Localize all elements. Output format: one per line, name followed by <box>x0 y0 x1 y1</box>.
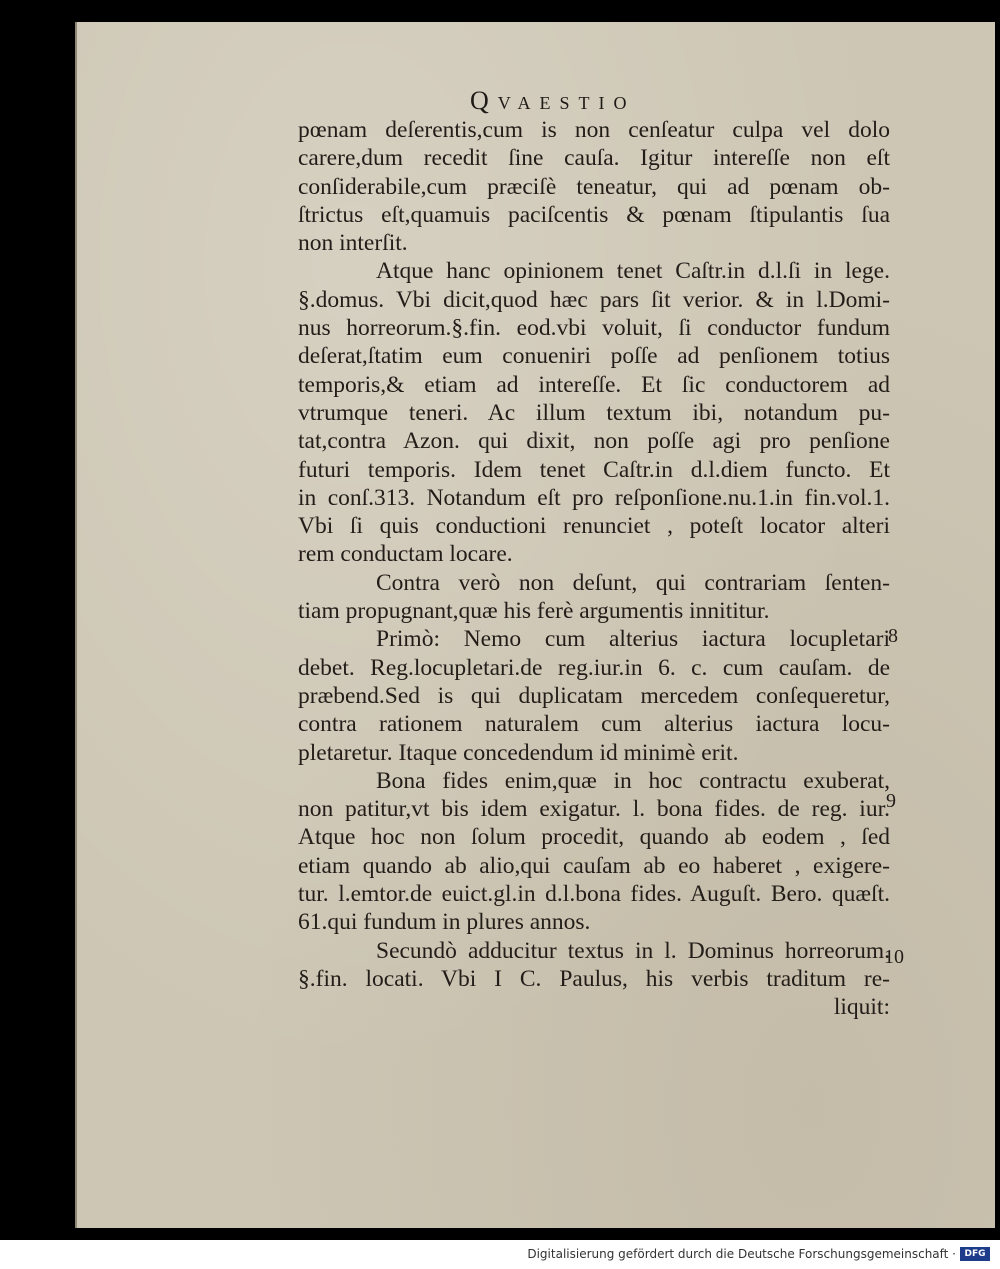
text-line: vtrumque teneri. Ac illum textum ibi, notandum pu- <box>298 399 890 426</box>
body-text <box>298 116 890 1022</box>
text-line: carere,dum recedit ſine cauſa. Igitur intereſſe non eſt <box>298 145 890 172</box>
text-line: temporis,& etiam ad intereſſe. Et ſic conductorem ad <box>298 371 890 398</box>
text-line: pœnam deſerentis,cum is non cenſeatur culpa vel dolo <box>298 117 890 143</box>
margin-note-number: 9 <box>886 790 896 812</box>
funding-notice: Digitalisierung gefördert durch die Deutsche Forschungsgemeinschaft · <box>527 1247 956 1261</box>
text-line: tat,contra Azon. qui dixit, non poſſe agi pro penſione <box>298 428 890 455</box>
text-line: Contra verò non deſunt, qui contrariam ſenten- <box>376 569 890 596</box>
text-line: futuri temporis. Idem tenet Caſtr.in d.l.diem functo. Et <box>298 456 890 483</box>
text-line: Primò: Nemo cum alterius iactura locupletari <box>376 626 890 653</box>
text-line: non interſit. <box>298 230 408 257</box>
text-line: Atque hanc opinionem tenet Caſtr.in d.l.ſi in lege. <box>376 258 890 285</box>
dfg-logo: DFG <box>960 1247 990 1261</box>
text-line: in conſ.313. Notandum eſt pro reſponſione.nu.1.in fin.vol.1. <box>298 484 890 511</box>
text-line: 61.qui fundum in plures annos. <box>298 909 591 936</box>
text-line: §.fin. locati. Vbi I C. Paulus, his verbis traditum re- <box>298 965 890 992</box>
text-line: conſiderabile,cum præciſè teneatur, qui ad pœnam ob- <box>298 173 890 200</box>
footer-bar <box>0 1240 1000 1269</box>
catchword: liquit: <box>833 994 890 1021</box>
text-line: Bona fides enim,quæ in hoc contractu exuberat, <box>376 767 890 794</box>
text-line: præbend.Sed is qui duplicatam mercedem conſequeretur, <box>298 682 890 709</box>
text-line: Vbi ſi quis conductioni renunciet , poteſt locator alteri <box>298 513 890 540</box>
margin-note-number: 8 <box>888 625 898 647</box>
text-line: etiam quando ab alio,qui cauſam ab eo haberet , exigere- <box>298 852 890 879</box>
text-line: Secundò adducitur textus in l. Dominus horreorum. <box>376 937 890 964</box>
text-line: ſtrictus eſt,quamuis paciſcentis & pœnam ſtipulantis ſua <box>298 201 890 228</box>
margin-note-number: 10 <box>884 946 904 968</box>
text-line: tur. l.emtor.de euict.gl.in d.l.bona fides. Auguſt. Bero. quæſt. <box>298 881 890 908</box>
text-line: non patitur,vt bis idem exigatur. l. bona fides. de reg. iur. <box>298 796 890 823</box>
text-line: nus horreorum.§.fin. eod.vbi voluit, ſi conductor fundum <box>298 315 890 342</box>
text-line: tiam propugnant,quæ his ferè argumentis innititur. <box>298 598 770 625</box>
text-line: pletaretur. Itaque concedendum id minimè erit. <box>298 739 739 766</box>
text-line: Atque hoc non ſolum procedit, quando ab eodem , ſed <box>298 824 890 851</box>
text-line: rem conductam locare. <box>298 541 513 568</box>
text-line: contra rationem naturalem cum alterius iactura locu- <box>298 711 890 738</box>
running-header: Qvaestio <box>470 86 636 115</box>
text-line: debet. Reg.locupletari.de reg.iur.in 6. c. cum cauſam. de <box>298 654 890 681</box>
text-line: deſerat,ſtatim eum conueniri poſſe ad penſionem totius <box>298 343 890 370</box>
text-line: §.domus. Vbi dicit,quod hæc pars ſit verior. & in l.Domi- <box>298 286 890 313</box>
